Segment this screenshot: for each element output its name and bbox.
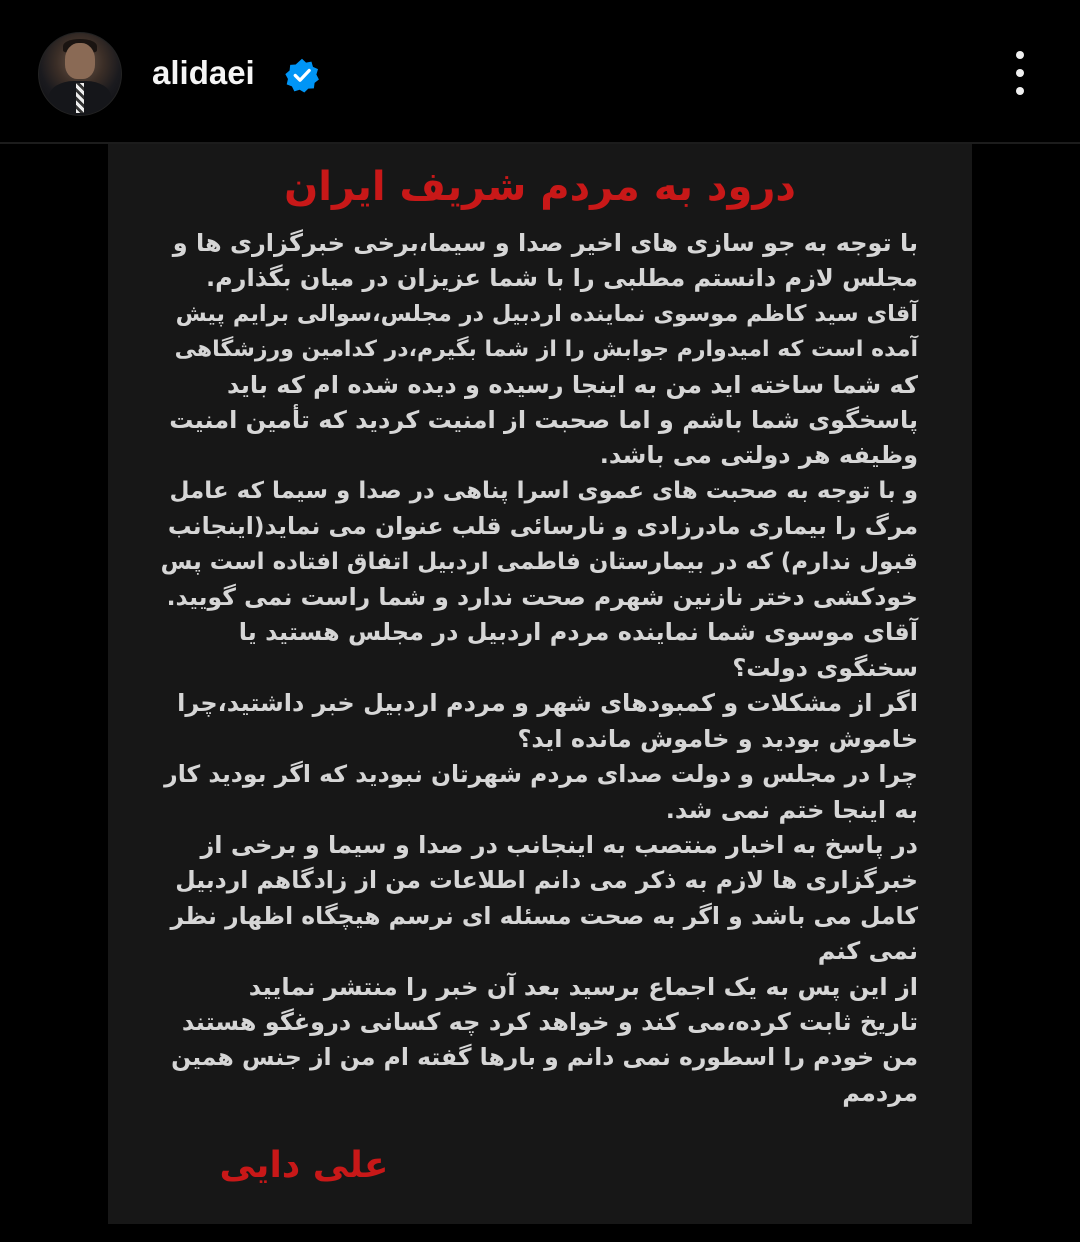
post-body-line: آقای موسوی شما نماینده مردم اردبیل در مجلس هستید یا [238,618,918,647]
post-body-line: خودکشی دختر نازنین شهرم صحت ندارد و شما راست نمی گویید. [166,583,918,612]
more-options-button[interactable] [1000,48,1040,98]
post-body-line: مجلس لازم دانستم مطلبی را با شما عزیزان در میان بگذارم. [205,264,918,293]
post-body-line: و با توجه به صحبت های عموی اسرا پناهی در صدا و سیما که عامل [169,477,918,504]
post-body-line: پاسخگوی شما باشم و اما صحبت از امنیت کردید که تأمین امنیت [169,406,918,435]
post-body-line: با توجه به جو سازی های اخیر صدا و سیما،برخی خبرگزاری ها و [172,229,918,257]
post-body-line: من خودم را اسطوره نمی دانم و بارها گفته ام من از جنس همین [171,1043,918,1072]
post-body-line: مرگ را بیماری مادرزادی و نارسائی قلب عنوان می نماید(اینجانب [167,512,918,541]
dot-icon [1016,69,1024,77]
avatar-face [65,43,95,79]
post-body-line: سخنگوی دولت؟ [732,653,918,682]
dot-icon [1016,87,1024,95]
post-body-line: آمده است که امیدوارم جوابش را از شما بگیرم،در کدامین ورزشگاهی [174,337,918,363]
post-body-line: تاریخ ثابت کرده،می کند و خواهد کرد چه کسانی دروغگو هستند [181,1007,918,1036]
avatar-tie [76,83,84,113]
post-body-line: در پاسخ به اخبار منتصب به اینجانب در صدا و سیما و برخی از [200,830,918,859]
post-body-line: به اینجا ختم نمی شد. [665,795,918,824]
post-body-line: کامل می باشد و اگر به صحت مسئله ای نرسم هیچگاه اظهار نظر [170,901,918,930]
post-body-line: از این پس به یک اجماع برسید بعد آن خبر را منتشر نمایید [248,972,918,1001]
post-body-line: نمی کنم [817,937,918,966]
username[interactable]: alidaei [152,54,255,91]
post-body-line: که شما ساخته اید من به اینجا رسیده و دیده شده ام که باید [227,370,918,399]
signature: علی دایی [219,1145,389,1186]
dot-icon [1016,51,1024,59]
verified-badge-icon [284,57,320,93]
post-body-line: خاموش بودید و خاموش مانده اید؟ [517,724,918,753]
post-header [0,0,1080,142]
post-image[interactable] [108,144,972,1224]
profile-avatar[interactable] [38,32,122,116]
post-body-line: وظیفه هر دولتی می باشد. [599,441,918,470]
post-body-line: قبول ندارم) که در بیمارستان فاطمی اردبیل اتفاق افتاده است پس [160,548,918,575]
post-title: درود به مردم شریف ایران [284,164,796,210]
post-body-line: چرا در مجلس و دولت صدای مردم شهرتان نبودید که اگر بودید کار [164,760,918,789]
post-body [160,226,918,1111]
post-body-line: مردمم [842,1078,918,1107]
post-body-line: آقای سید کاظم موسوی نماینده اردبیل در مجلس،سوالی برایم پیش [175,300,918,327]
post-body-line: خبرگزاری ها لازم به ذکر می دانم اطلاعات من از زادگاهم اردبیل [175,866,918,895]
post-body-line: اگر از مشکلات و کمبودهای شهر و مردم اردبیل خبر داشتید،چرا [177,689,918,718]
